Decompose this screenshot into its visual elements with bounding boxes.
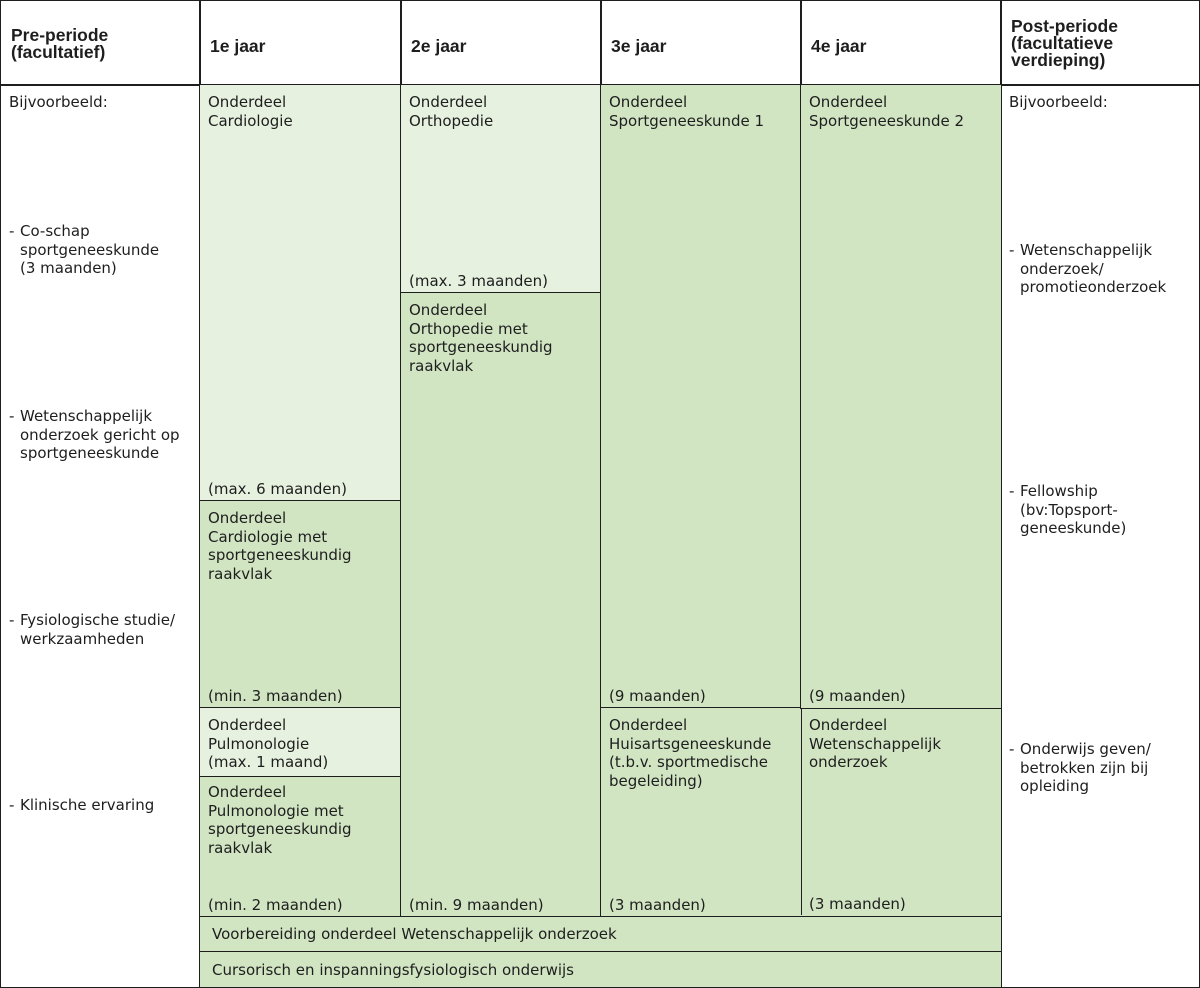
header-year-2	[400, 0, 602, 86]
pre-item-fysiologische: - Fysiologische studie/ werkzaamheden	[9, 611, 176, 648]
y3-sportgeneeskunde-1-title: Onderdeel Sportgeneeskunde 1	[609, 93, 765, 130]
post-item-fellowship: - Fellowship (bv:Topsport- geneeskunde)	[1009, 482, 1127, 537]
y3-huisartsgeneeskunde	[600, 707, 802, 918]
bar-voorbereiding	[199, 916, 1002, 953]
y1-cardiologie-sport	[199, 500, 402, 709]
y4-sportgeneeskunde-2-title: Onderdeel Sportgeneeskunde 2	[809, 93, 965, 130]
y1-cardiologie-title: Onderdeel Cardiologie	[208, 93, 293, 130]
header-pre-periode	[0, 0, 201, 86]
bar-voorbereiding-label: Voorbereiding onderdeel Wetenschappelijk onderzoek	[212, 925, 617, 943]
y4-wetenschappelijk-onderzoek	[800, 707, 1002, 918]
pre-item-wetenschappelijk: - Wetenschappelijk onderzoek gericht op sportgeneeskunde	[9, 407, 180, 462]
header-year-3	[600, 0, 802, 86]
y1-pulmonologie-sport-title: Onderdeel Pulmonologie met sportgeneeskundig raakvlak	[208, 783, 352, 857]
bar-cursorisch	[199, 951, 1002, 988]
post-periode-column	[1000, 84, 1200, 988]
y4-sportgeneeskunde-2	[800, 84, 1002, 709]
y2-orthopedie-sport	[400, 292, 602, 918]
post-item-wetenschappelijk: - Wetenschappelijk onderzoek/ promotieonderzoek	[1009, 241, 1167, 296]
y1-pulmonologie-sport	[199, 776, 402, 918]
pre-item-klinische: - Klinische ervaring	[9, 796, 155, 814]
header-year-4	[800, 0, 1002, 86]
y2-orthopedie-sport-duration: (min. 9 maanden)	[409, 895, 544, 914]
header-post-periode-label: Post-periode (facultatieve verdieping)	[1011, 16, 1118, 70]
pre-intro: Bijvoorbeeld:	[9, 93, 108, 111]
y1-cardiologie-duration: (max. 6 maanden)	[208, 479, 347, 498]
header-pre-periode-label: Pre-periode (facultatief)	[11, 25, 109, 62]
pre-periode-column	[0, 84, 201, 988]
y1-pulmonologie-sport-duration: (min. 2 maanden)	[208, 895, 343, 914]
header-year-1	[199, 0, 402, 86]
header-year-3-label: 3e jaar	[611, 36, 667, 56]
y1-pulmonologie	[199, 707, 402, 778]
header-post-periode	[1000, 0, 1200, 86]
header-year-1-label: 1e jaar	[210, 36, 266, 56]
y2-orthopedie	[400, 84, 602, 294]
post-intro: Bijvoorbeeld:	[1009, 93, 1108, 111]
y2-orthopedie-sport-title: Onderdeel Orthopedie met sportgeneeskundig raakvlak	[409, 301, 553, 375]
y4-wetenschappelijk-duration: (3 maanden)	[809, 894, 906, 913]
y2-orthopedie-duration: (max. 3 maanden)	[409, 271, 548, 290]
y1-pulmonologie-title: Onderdeel Pulmonologie (max. 1 maand)	[208, 716, 329, 771]
pre-item-coschap: - Co-schap sportgeneeskunde (3 maanden)	[9, 222, 160, 277]
y4-sportgeneeskunde-2-duration: (9 maanden)	[809, 686, 906, 705]
y1-cardiologie	[199, 84, 402, 502]
y4-wetenschappelijk-title: Onderdeel Wetenschappelijk onderzoek	[809, 716, 942, 771]
header-year-2-label: 2e jaar	[411, 36, 467, 56]
y3-huisartsgeneeskunde-duration: (3 maanden)	[609, 895, 706, 914]
bar-cursorisch-label: Cursorisch en inspanningsfysiologisch onderwijs	[212, 961, 574, 979]
y3-huisartsgeneeskunde-title: Onderdeel Huisartsgeneeskunde (t.b.v. sportmedische begeleiding)	[609, 716, 772, 790]
y1-cardiologie-sport-duration: (min. 3 maanden)	[208, 686, 343, 705]
y1-cardiologie-sport-title: Onderdeel Cardiologie met sportgeneeskundig raakvlak	[208, 509, 352, 583]
post-item-onderwijs: - Onderwijs geven/ betrokken zijn bij opleiding	[1009, 740, 1151, 795]
y2-orthopedie-title: Onderdeel Orthopedie	[409, 93, 494, 130]
header-year-4-label: 4e jaar	[811, 36, 867, 56]
y3-sportgeneeskunde-1-duration: (9 maanden)	[609, 686, 706, 705]
y3-sportgeneeskunde-1	[600, 84, 802, 709]
